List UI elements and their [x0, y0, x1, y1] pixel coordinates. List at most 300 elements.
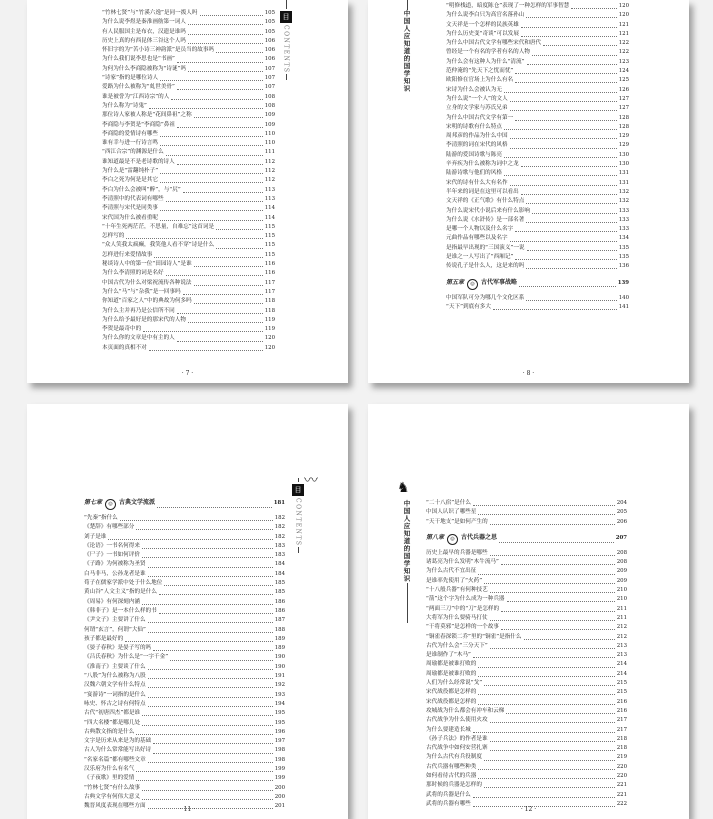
dot-leader [526, 222, 616, 223]
toc-entry[interactable] [426, 781, 627, 790]
toc-entry[interactable] [102, 28, 275, 37]
toc-entry[interactable] [84, 774, 285, 783]
toc-entry[interactable] [84, 514, 285, 523]
toc-entry-title: “两面三刀”中的“刀”是怎样的 [426, 605, 500, 612]
toc-entry[interactable] [102, 214, 275, 223]
toc-entry[interactable] [102, 288, 275, 297]
toc-entry-title: 为什么“马”与“杂我”是一回事吗 [102, 288, 181, 295]
toc-entry[interactable] [446, 234, 629, 243]
toc-entry-title: “十年生死两茫茫，不思量，自难忘”这首词是 [102, 223, 215, 230]
toc-entry-title: 谁有幸与进一行诗言鸣 [102, 140, 158, 147]
toc-entry-title: 为什么我们说李思也是“书画” [102, 56, 175, 63]
toc-entry[interactable] [102, 223, 275, 232]
toc-entry[interactable] [84, 579, 285, 588]
dot-leader [515, 82, 617, 83]
toc-entry-page: 115 [264, 251, 275, 258]
toc-entry[interactable] [102, 121, 275, 130]
dot-leader [478, 778, 614, 779]
dot-leader [171, 99, 262, 100]
toc-entry-title: 《子路》为何被称为圣贤 [84, 561, 146, 568]
toc-entry[interactable] [102, 130, 275, 139]
toc-entry[interactable] [426, 744, 627, 753]
toc-entry[interactable] [84, 570, 285, 579]
toc-entry[interactable] [102, 279, 275, 288]
toc-entry[interactable] [426, 670, 627, 679]
toc-entry[interactable] [426, 716, 627, 725]
toc-entry-title: 是谁制作了“木马” [426, 652, 471, 659]
toc-entry-page: 107 [264, 75, 275, 82]
dot-leader [521, 27, 617, 28]
toc-entry-page: 118 [264, 298, 275, 305]
toc-entry[interactable] [446, 225, 629, 234]
toc-entry[interactable] [84, 616, 285, 625]
toc-entry-page: 130 [618, 161, 629, 168]
toc-entry-page: 191 [274, 673, 285, 680]
dot-leader [177, 89, 263, 90]
toc-entry-title: 周瑜都是被谁打败的 [426, 670, 477, 677]
toc-entry[interactable] [102, 195, 275, 204]
dot-leader [160, 173, 263, 174]
toc-entry[interactable] [84, 653, 285, 662]
toc-entry[interactable] [102, 204, 275, 213]
book-title: 中国人应知道的国学知识 [402, 500, 411, 583]
toc-entry-title: 《晏子春秋》是晏子写的吗 [84, 645, 152, 652]
dot-leader [473, 505, 615, 506]
toc-entry-page: 196 [274, 728, 285, 735]
toc-entry[interactable] [102, 316, 275, 325]
toc-entry-title: 为什么要建造长城 [426, 726, 471, 733]
toc-entry-page: 213 [616, 652, 627, 659]
toc-entry[interactable] [102, 176, 275, 185]
toc-entry[interactable] [446, 160, 629, 169]
toc-entry[interactable] [446, 141, 629, 150]
dot-leader [188, 71, 263, 72]
toc-entry-page: 133 [618, 216, 629, 223]
toc-entry[interactable] [426, 577, 627, 586]
toc-entry[interactable] [84, 588, 285, 597]
toc-entry-title: 荀子在儒家学派中处于什么地位 [84, 580, 163, 587]
toc-entry[interactable] [426, 698, 627, 707]
dot-leader [148, 622, 273, 623]
toc-entry-page: 211 [616, 614, 627, 621]
toc-entry[interactable] [446, 253, 629, 262]
toc-entry-title: 宋代战役都是怎样的 [426, 698, 477, 705]
book-title: 中国人应知道的国学知识 [402, 10, 411, 93]
toc-entry[interactable] [102, 251, 275, 260]
toc-entry[interactable] [84, 663, 285, 672]
toc-entry-title: 《子夜歌》里的爱情 [84, 775, 135, 782]
toc-entry[interactable] [426, 567, 627, 576]
toc-entry[interactable] [102, 74, 275, 83]
toc-entry-title: 是谁率先使用了“火药” [426, 577, 483, 584]
toc-entry-page: 185 [274, 589, 285, 596]
dot-leader [216, 248, 263, 249]
toc-entry[interactable] [426, 679, 627, 688]
toc-entry-title: 李商隐的爱情诗有哪些 [102, 130, 158, 137]
toc-entry[interactable] [426, 558, 627, 567]
toc-entry[interactable] [102, 65, 275, 74]
toc-entry-title: 曾经是一个有名的学者有名的人物 [446, 49, 530, 56]
dot-leader [108, 539, 272, 540]
toc-entry-page: 210 [616, 596, 627, 603]
dot-leader [526, 300, 616, 301]
toc-page-11 [27, 404, 348, 819]
toc-entry[interactable] [426, 642, 627, 651]
toc-entry-title: “竹林七贤”有什么故事 [84, 784, 141, 791]
toc-list [84, 492, 285, 812]
dot-leader [524, 639, 615, 640]
toc-entry[interactable] [426, 688, 627, 697]
toc-entry[interactable] [102, 334, 275, 343]
dot-leader [194, 285, 263, 286]
toc-entry[interactable] [426, 726, 627, 735]
toc-entry[interactable] [426, 707, 627, 716]
toc-entry-page: 206 [616, 518, 627, 525]
toc-entry[interactable] [426, 772, 627, 781]
toc-entry-page: 108 [264, 93, 275, 100]
toc-entry[interactable] [84, 719, 285, 728]
toc-entry[interactable] [102, 102, 275, 111]
toc-entry[interactable] [426, 651, 627, 660]
dot-leader [484, 685, 615, 686]
toc-entry-title: 宋诗为什么会被认为无 [446, 86, 502, 93]
toc-entry[interactable] [102, 83, 275, 92]
toc-entry[interactable] [102, 260, 275, 269]
dot-leader [177, 127, 263, 128]
toc-entry[interactable] [446, 114, 629, 123]
toc-entry-title: 历史上真的有西昆体三谷这个人吗 [102, 37, 186, 44]
dot-leader [148, 669, 273, 670]
toc-entry[interactable] [446, 244, 629, 253]
toc-entry[interactable] [102, 111, 275, 120]
toc-entry-page: 115 [264, 233, 275, 240]
toc-entry-title: 文字是历来从来是为的基础 [84, 738, 152, 745]
toc-entry-title: “四大名楼”都是哪几处 [84, 719, 141, 726]
toc-entry-page: 106 [264, 56, 275, 63]
toc-entry-title: 是谁之一人写出了“西厢记” [446, 254, 514, 261]
toc-entry-title: “铜雀春深锁二乔”里的“铜雀”是指什么 [426, 633, 522, 640]
toc-entry[interactable] [446, 2, 629, 11]
toc-entry[interactable] [102, 167, 275, 176]
contents-label: CONTENTS [294, 498, 302, 547]
dot-leader [515, 231, 617, 232]
toc-entry[interactable] [84, 765, 285, 774]
dot-leader [148, 678, 273, 679]
dot-leader [148, 687, 273, 688]
dot-leader [126, 238, 262, 239]
dot-leader [504, 175, 617, 176]
dot-leader [194, 303, 263, 304]
dot-leader [473, 797, 615, 798]
toc-entry[interactable] [446, 48, 629, 57]
toc-entry[interactable] [446, 197, 629, 206]
toc-entry[interactable] [446, 169, 629, 178]
toc-entry[interactable] [426, 508, 627, 517]
toc-entry[interactable] [426, 614, 627, 623]
chapter-heading[interactable] [446, 276, 629, 290]
toc-entry-page: 113 [264, 186, 275, 193]
toc-entry-page: 119 [264, 326, 275, 333]
book-title-marker [399, 500, 415, 623]
toc-entry-title: 那时候的兵器是怎样的 [426, 782, 482, 789]
dot-leader [473, 657, 615, 658]
toc-entry-title: 《论语》一书名何得来 [84, 542, 140, 549]
dot-leader [188, 322, 263, 323]
toc-entry-title: 李白之死为何是是其它 [102, 177, 158, 184]
toc-entry[interactable] [446, 30, 629, 39]
toc-entry-title: 你知道“百家之人”中的典故为何多吗 [102, 298, 192, 305]
toc-entry[interactable] [426, 633, 627, 642]
dot-leader [164, 585, 272, 586]
toc-entry[interactable] [84, 746, 285, 755]
toc-entry-title: “名家名篇”都有哪些文章 [84, 756, 146, 763]
toc-entry[interactable] [84, 784, 285, 793]
toc-entry[interactable] [426, 791, 627, 800]
dot-leader [510, 185, 617, 186]
toc-entry-title: 古典散文指的是什么 [84, 728, 135, 735]
toc-entry-page: 120 [264, 335, 275, 342]
toc-entry[interactable] [102, 18, 275, 27]
toc-entry-page: 214 [616, 661, 627, 668]
toc-entry-page: 215 [616, 689, 627, 696]
toc-entry[interactable] [446, 123, 629, 132]
toc-entry[interactable] [446, 151, 629, 160]
toc-entry-title: 武将的兵器有哪些 [426, 800, 471, 807]
dot-leader [490, 741, 615, 742]
toc-entry-page: 218 [616, 735, 627, 742]
toc-entry[interactable] [102, 148, 275, 157]
toc-entry[interactable] [84, 691, 285, 700]
toc-entry[interactable] [426, 660, 627, 669]
toc-entry[interactable] [446, 207, 629, 216]
toc-entry[interactable] [426, 595, 627, 604]
dot-leader [526, 203, 616, 204]
toc-entry[interactable] [84, 672, 285, 681]
toc-entry[interactable] [426, 623, 627, 632]
toc-entry[interactable] [84, 533, 285, 542]
toc-entry-title: 周瑜都是被谁打败的 [426, 661, 477, 668]
toc-entry[interactable] [446, 21, 629, 30]
toc-entry[interactable] [446, 86, 629, 95]
toc-entry-title: 武将的兵器是什么 [426, 791, 471, 798]
toc-entry[interactable] [426, 763, 627, 772]
flying-crane-icon: 〰 [304, 473, 318, 489]
toc-entry[interactable] [426, 586, 627, 595]
toc-entry[interactable] [102, 37, 275, 46]
toc-entry-page: 131 [618, 170, 629, 177]
toc-entry-title: 李清照与宋代是同类事 [102, 205, 158, 212]
toc-entry[interactable] [446, 95, 629, 104]
toc-entry[interactable] [446, 188, 629, 197]
chapter-number: 第八章 [426, 533, 445, 541]
chapter-heading[interactable] [84, 496, 285, 510]
toc-entry-page: 222 [616, 800, 627, 807]
toc-entry[interactable] [426, 753, 627, 762]
dot-leader [507, 601, 615, 602]
dot-leader [216, 229, 263, 230]
dot-leader [216, 52, 263, 53]
toc-entry-page: 220 [616, 773, 627, 780]
toc-entry-page: 130 [618, 151, 629, 158]
toc-entry-title: 李清照中的代表词有哪些 [102, 195, 164, 202]
toc-entry-title: 中国古代为什么对梁祝流传各种说法 [102, 279, 192, 286]
dot-leader [521, 194, 617, 195]
dot-leader [490, 620, 615, 621]
toc-entry[interactable] [102, 55, 275, 64]
toc-entry-title: 为什么说李煜是秦淮画舫第一词人 [102, 19, 186, 26]
toc-entry-title: 魏晋风度表现在哪些方面 [84, 803, 146, 810]
dot-leader [510, 148, 617, 149]
toc-entry-page: 115 [264, 223, 275, 230]
toc-entry[interactable] [446, 76, 629, 85]
toc-entry-page: 109 [264, 112, 275, 119]
toc-page-7 [27, 0, 348, 383]
dot-leader [521, 166, 617, 167]
dot-leader [142, 725, 273, 726]
toc-entry-title: 为什么古代不宜出征 [426, 568, 477, 575]
dot-leader [526, 17, 616, 18]
toc-entry-page: 186 [274, 607, 285, 614]
toc-entry[interactable] [102, 344, 275, 353]
toc-entry-page: 221 [616, 782, 627, 789]
toc-entry[interactable] [84, 728, 285, 737]
toc-entry[interactable] [84, 598, 285, 607]
toc-entry-title: 谁是被誉为“江西诗宗”的人 [102, 93, 170, 100]
dot-leader [177, 62, 263, 63]
toc-entry-page: 112 [264, 168, 275, 175]
toc-entry[interactable] [84, 560, 285, 569]
toc-entry-page: 116 [264, 270, 275, 277]
toc-entry-page: 212 [616, 633, 627, 640]
dot-leader [515, 73, 616, 74]
dot-leader [506, 713, 614, 714]
toc-entry[interactable] [446, 216, 629, 225]
toc-entry[interactable] [426, 605, 627, 614]
toc-entry-page: 127 [618, 105, 629, 112]
toc-entry[interactable] [102, 325, 275, 334]
toc-entry[interactable] [446, 39, 629, 48]
toc-entry[interactable] [426, 518, 627, 527]
dot-leader [510, 241, 617, 242]
toc-entry[interactable] [84, 607, 285, 616]
toc-entry-page: 182 [274, 515, 285, 521]
toc-entry-title: 中国人认识了哪些星 [426, 509, 477, 516]
toc-entry-title: “二十八宿”是什么 [426, 500, 471, 506]
toc-entry[interactable] [84, 709, 285, 718]
toc-entry[interactable] [426, 549, 627, 558]
toc-entry-page: 218 [616, 745, 627, 752]
toc-entry-page: 204 [616, 500, 627, 506]
toc-entry[interactable] [102, 269, 275, 278]
toc-entry-title: “竹林七贤”与“竹溪六逸”是同一拨人吗 [102, 10, 198, 16]
toc-entry[interactable] [102, 46, 275, 55]
toc-entry[interactable] [446, 132, 629, 141]
toc-entry-page: 106 [264, 37, 275, 44]
toc-entry-page: 116 [264, 261, 275, 268]
toc-entry-page: 200 [274, 793, 285, 800]
toc-entry[interactable] [446, 11, 629, 20]
toc-entry[interactable] [446, 104, 629, 113]
dot-leader [160, 136, 263, 137]
toc-entry[interactable] [102, 9, 275, 18]
page-number: · 8 · [522, 370, 535, 377]
toc-entry[interactable] [102, 297, 275, 306]
toc-entry-page: 189 [274, 635, 285, 642]
toc-entry[interactable] [102, 232, 275, 241]
toc-entry[interactable] [426, 499, 627, 508]
toc-entry-title: 中国军队可分为哪几个文化区系 [446, 294, 525, 301]
toc-entry[interactable] [84, 523, 285, 532]
toc-entry[interactable] [102, 241, 275, 250]
toc-entry[interactable] [102, 139, 275, 148]
toc-entry[interactable] [446, 262, 629, 271]
toc-entry[interactable] [84, 700, 285, 709]
toc-entry-page: 131 [618, 179, 629, 186]
toc-entry-title: 爱路为什么被称为“虬世美骨” [102, 84, 175, 91]
toc-entry[interactable] [84, 793, 285, 802]
toc-entry[interactable] [84, 644, 285, 653]
dot-leader [194, 266, 263, 267]
toc-entry[interactable] [84, 542, 285, 551]
chapter-heading[interactable] [426, 531, 627, 545]
dot-leader [149, 350, 263, 351]
dot-leader [478, 667, 614, 668]
toc-entry-title: 黄山谷“人文主义”指的是什么 [84, 589, 157, 596]
toc-entry-title: 大将军为什么要骑马打仗 [426, 614, 488, 621]
toc-entry-page: 105 [264, 10, 275, 16]
dot-leader [136, 734, 272, 735]
toc-entry[interactable] [102, 158, 275, 167]
toc-entry-page: 212 [616, 624, 627, 631]
toc-entry[interactable] [446, 294, 629, 303]
toc-entry-title: “明修栈道，暗度陈仓”表现了一种怎样的军事智慧 [446, 3, 570, 9]
dot-leader [484, 583, 615, 584]
dot-leader [120, 520, 273, 521]
toc-entry-page: 120 [618, 3, 629, 9]
toc-entry-title: 为什么是“雷翻纯朴子” [102, 168, 159, 175]
toc-entry-title: 是指最早出现的“三国演义”一说 [446, 244, 525, 251]
toc-entry[interactable] [446, 179, 629, 188]
toc-entry[interactable] [84, 551, 285, 560]
toc-entry-title: “八股”为什么被称为八股 [84, 673, 146, 680]
toc-entry[interactable] [102, 186, 275, 195]
dot-leader [188, 34, 263, 35]
contents-marker [291, 478, 305, 553]
toc-entry[interactable] [84, 626, 285, 635]
toc-entry-page: 135 [618, 254, 629, 261]
toc-entry-title: “西江合宗”的渊源是什么 [102, 149, 164, 156]
toc-entry[interactable] [446, 58, 629, 67]
toc-entry[interactable] [102, 93, 275, 102]
toc-entry-page: 209 [616, 577, 627, 584]
dot-leader [142, 557, 273, 558]
toc-entry[interactable] [102, 307, 275, 316]
toc-entry[interactable] [84, 756, 285, 765]
toc-entry-page: 216 [616, 707, 627, 714]
toc-entry[interactable] [426, 735, 627, 744]
dot-leader [148, 576, 273, 577]
chapter-page: 139 [617, 279, 629, 286]
toc-entry-page: 183 [274, 552, 285, 559]
toc-entry[interactable] [446, 303, 629, 312]
toc-entry-page: 110 [264, 140, 275, 147]
toc-entry-title: “先秦”指什么 [84, 515, 118, 521]
toc-entry[interactable] [84, 681, 285, 690]
toc-entry[interactable] [84, 635, 285, 644]
toc-entry[interactable] [84, 737, 285, 746]
dot-leader [177, 313, 263, 314]
toc-entry[interactable] [446, 67, 629, 76]
